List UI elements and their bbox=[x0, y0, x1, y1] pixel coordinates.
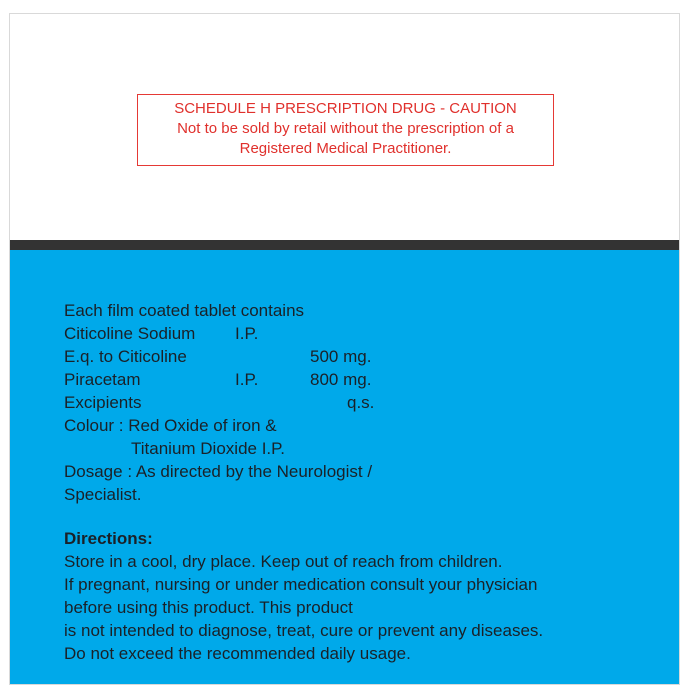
caution-box bbox=[137, 94, 554, 166]
colour-line: Titanium Dioxide I.P. bbox=[131, 439, 286, 458]
directions-line: is not intended to diagnose, treat, cure or prevent any diseases. bbox=[64, 621, 544, 640]
caution-text-line: Registered Medical Practitioner. bbox=[239, 140, 452, 157]
label-page bbox=[9, 13, 680, 685]
ingredient-standard: I.P. bbox=[235, 324, 259, 343]
directions-line: before using this product. This product bbox=[64, 598, 353, 617]
caution-title: SCHEDULE H PRESCRIPTION DRUG - CAUTION bbox=[174, 100, 517, 117]
ingredient-standard: I.P. bbox=[235, 370, 259, 389]
divider-bar bbox=[10, 240, 679, 250]
ingredient-amount: q.s. bbox=[347, 393, 375, 412]
colour-line: Colour : Red Oxide of iron & bbox=[64, 416, 277, 435]
directions-line: Do not exceed the recommended daily usage. bbox=[64, 644, 411, 663]
directions-line: If pregnant, nursing or under medication consult your physician bbox=[64, 575, 538, 594]
directions-line: Store in a cool, dry place. Keep out of reach from children. bbox=[64, 552, 503, 571]
ingredient-name: E.q. to Citicoline bbox=[64, 347, 187, 366]
ingredient-name: Piracetam bbox=[64, 370, 141, 389]
ingredient-amount: 800 mg. bbox=[310, 370, 372, 389]
dosage-line: Dosage : As directed by the Neurologist / bbox=[64, 462, 373, 481]
composition-heading: Each film coated tablet contains bbox=[64, 301, 305, 320]
directions-heading: Directions: bbox=[64, 529, 153, 548]
dosage-line: Specialist. bbox=[64, 485, 142, 504]
ingredient-name: Citicoline Sodium bbox=[64, 324, 196, 343]
ingredient-amount: 500 mg. bbox=[310, 347, 372, 366]
caution-text-line: Not to be sold by retail without the prescription of a bbox=[177, 120, 514, 137]
ingredient-name: Excipients bbox=[64, 393, 142, 412]
top-panel bbox=[10, 14, 679, 240]
info-panel bbox=[10, 250, 679, 685]
